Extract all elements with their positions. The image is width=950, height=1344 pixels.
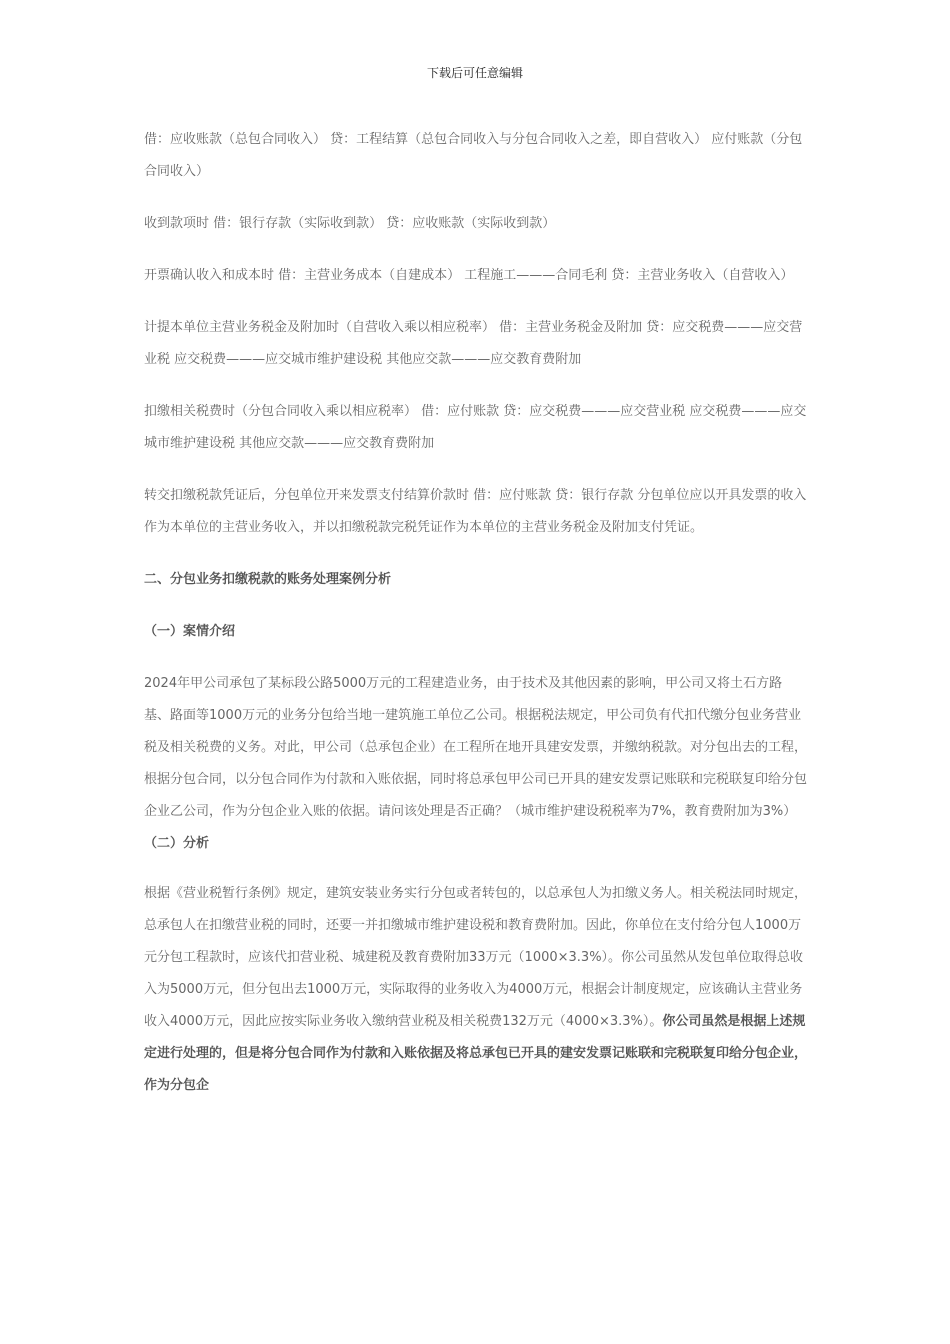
paragraph-settlement: 转交扣缴税款凭证后，分包单位开来发票支付结算价款时 借：应付账款 贷：银行存款 分包单位应以开具发票的收入作为本单位的主营业务收入，并以扣缴税款完税凭证作为本单位的主营业务税金及附加支付凭证。	[144, 488, 807, 535]
analysis-bold-text: 你公司虽然是根据上述规定进行处理的，但是将分包合同作为付款和入账依据及将总承包已开具的建安发票记账联和完税联复印给分包企业，作为分包企	[144, 1014, 808, 1093]
paragraph-withholding: 扣缴相关税费时（分包合同收入乘以相应税率） 借：应付账款 贷：应交税费———应交营业税 应交税费———应交城市维护建设税 其他应交款———应交教育费附加	[144, 404, 807, 451]
paragraph-analysis	[144, 878, 808, 1102]
paragraph-payment-received: 收到款项时 借：银行存款（实际收到款） 贷：应收账款（实际收到款）	[144, 216, 556, 231]
document-body	[144, 124, 808, 1122]
page-header: 下载后可任意编辑	[426, 66, 523, 80]
paragraph-receivable-entry: 借：应收账款（总包合同收入） 贷：工程结算（总包合同收入与分包合同收入之差，即自营收入） 应付账款（分包合同收入）	[144, 132, 803, 179]
subsection-heading-case: （一）案情介绍	[144, 624, 236, 639]
analysis-text: 根据《营业税暂行条例》规定，建筑安装业务实行分包或者转包的，以总承包人为扣缴义务人。相关税法同时规定，总承包人在扣缴营业税的同时，还要一并扣缴城市维护建设税和教育费附加。因此，你单位在支付给分包人1000万元分包工程款时，应该代扣营业税、城建税及教育费附加33万元（1000×3.3%）。你公司虽然从发包单位取得总收入为5000万元，但分包出去1000万元，实际取得的业务收入为4000万元，根据会计制度规定，应该确认主营业务收入4000万元，因此应按实际业务收入缴纳营业税及相关税费132万元（4000×3.3%）。	[144, 886, 808, 1029]
paragraph-case-intro: 2024年甲公司承包了某标段公路5000万元的工程建造业务，由于技术及其他因素的影响，甲公司又将土石方路基、路面等1000万元的业务分包给当地一建筑施工单位乙公司。根据税法规定，甲公司负有代扣代缴分包业务营业税及相关税费的义务。对此，甲公司（总承包企业）在工程所在地开具建安发票，并缴纳税款。对分包出去的工程，根据分包合同，以分包合同作为付款和入账依据，同时将总承包甲公司已开具的建安发票记账联和完税联复印给分包企业乙公司，作为分包企业入账的依据。请问该处理是否正确？（城市维护建设税税率为7%，教育费附加为3%）	[144, 676, 808, 819]
subsection-heading-analysis: （二）分析	[144, 836, 210, 851]
paragraph-invoice-revenue: 开票确认收入和成本时 借：主营业务成本（自建成本） 工程施工———合同毛利 贷：主营业务收入（自营收入）	[144, 268, 794, 283]
paragraph-tax-accrual: 计提本单位主营业务税金及附加时（自营收入乘以相应税率） 借：主营业务税金及附加 贷：应交税费———应交营业税 应交税费———应交城市维护建设税 其他应交款———应交教育费附加	[144, 320, 803, 367]
section-heading: 二、分包业务扣缴税款的账务处理案例分析	[144, 572, 392, 587]
